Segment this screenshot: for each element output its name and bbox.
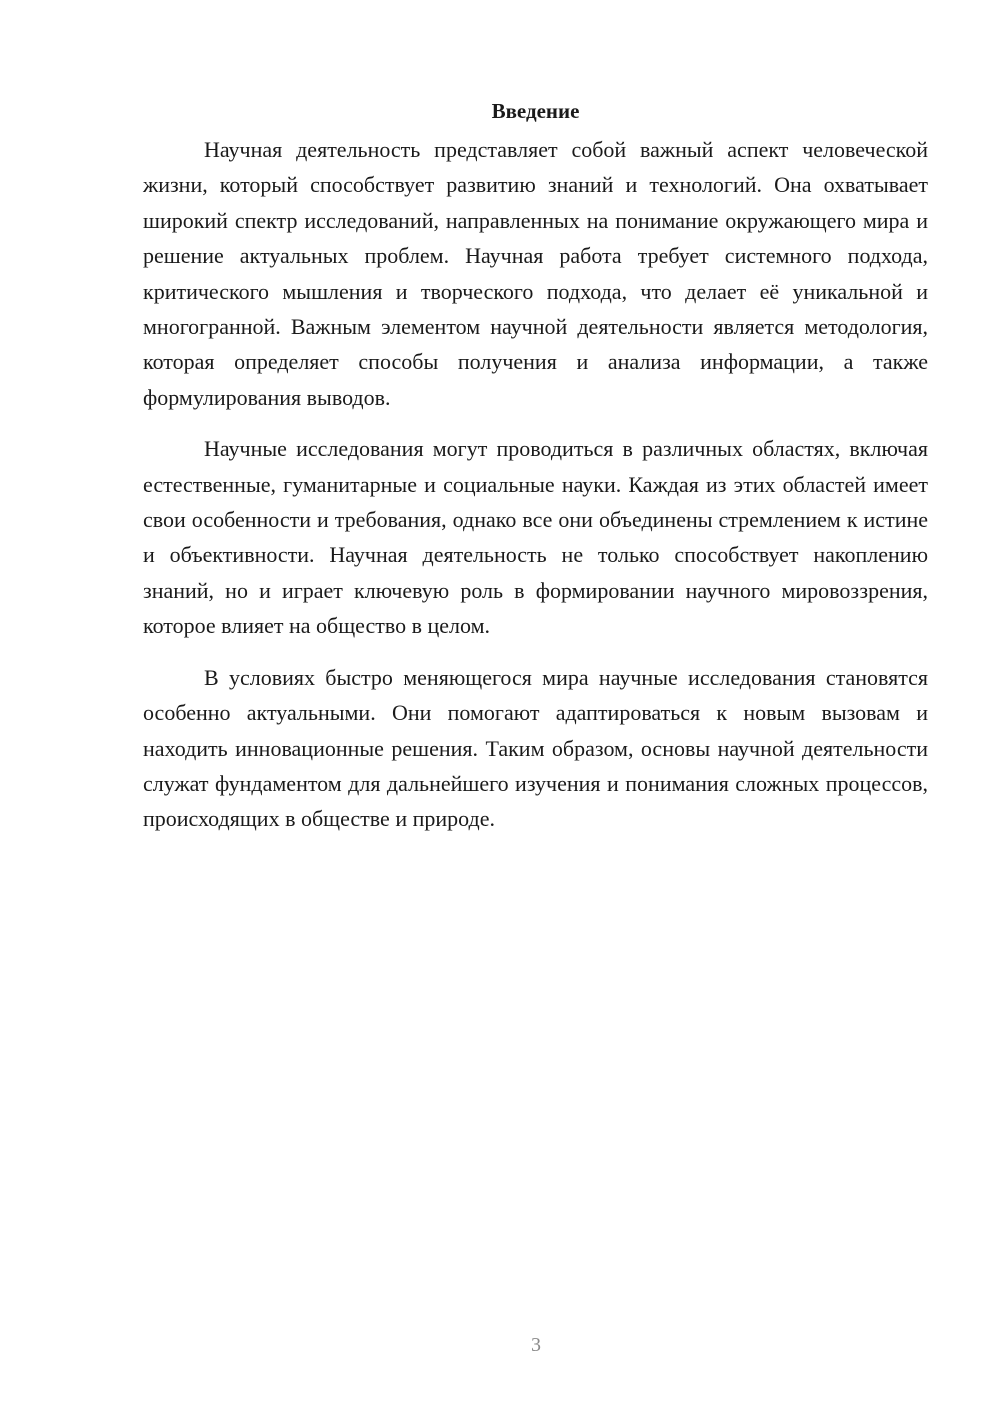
page-number: 3 [531,1334,541,1356]
section-title: Введение [491,99,580,123]
paragraph-2: Научные исследования могут проводиться в различных областях, включая естественные, гуманитарные и социальные науки. Каждая из этих областей имеет свои особенности и требования, однако все они объединены стремлением к истине и объективности. Научная деятельность не только способствует накоплению знаний, но и играет ключевую роль в формировании научного мировоззрения, которое влияет на общество в целом. [143,436,928,639]
paragraph-3: В условиях быстро меняющегося мира научные исследования становятся особенно актуальными. Они помогают адаптироваться к новым вызовам и находить инновационные решения. Таким образом, основы научной деятельности служат фундаментом для дальнейшего изучения и понимания сложных процессов, происходящих в обществе и природе. [143,664,928,832]
page-content [143,96,928,837]
paragraph-1: Научная деятельность представляет собой важный аспект человеческой жизни, который способствует развитию знаний и технологий. Она охватывает широкий спектр исследований, направленных на понимание окружающего мира и решение актуальных проблем. Научная работа требует системного подхода, критического мышления и творческого подхода, что делает её уникальной и многогранной. Важным элементом научной деятельности является методология, которая определяет способы получения и анализа информации, а также формулирования выводов. [143,137,928,410]
